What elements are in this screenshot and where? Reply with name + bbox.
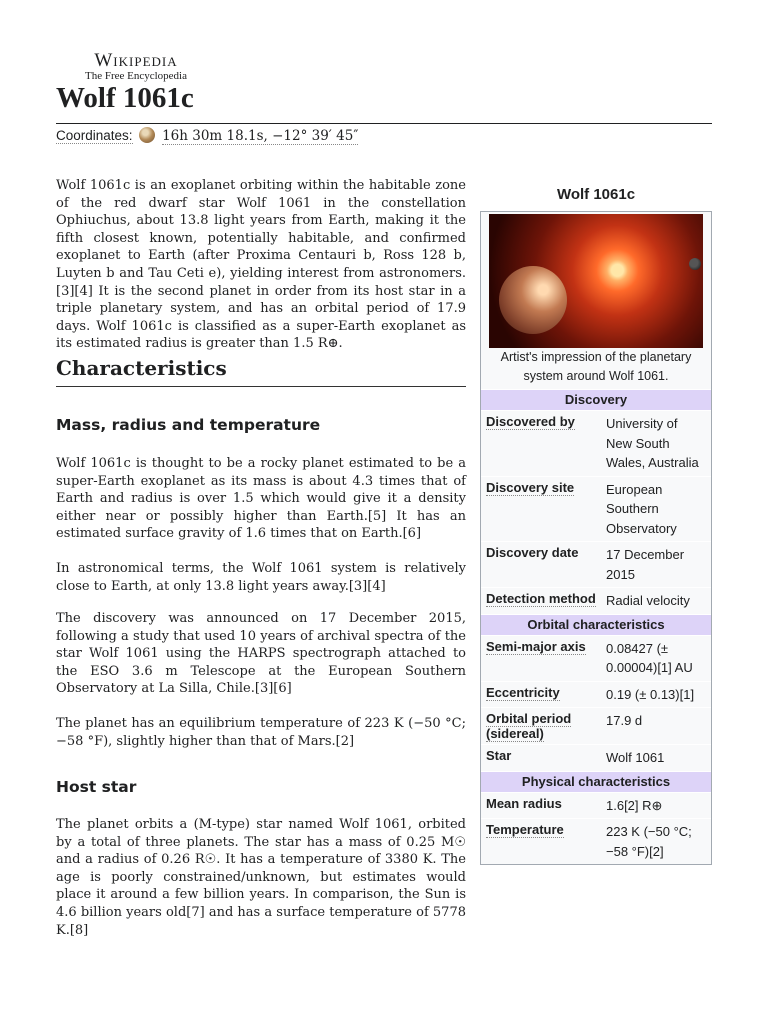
orbital-period-value: 17.9 d (606, 713, 643, 728)
infobox-row (481, 410, 711, 476)
eccentricity-label[interactable]: Eccentricity (486, 684, 560, 700)
globe-icon[interactable] (139, 127, 155, 143)
infobox-frame (480, 211, 712, 865)
star-label: Star (486, 748, 512, 763)
wikipedia-logo[interactable] (76, 50, 196, 82)
intro-paragraph (56, 177, 466, 366)
mass-paragraph-3: The discovery was announced on 17 December 2015, following a study that used 10 years of archival spectra of the star Wolf 1061 using the HARPS spectrograph attached to the ESO 3.6 m Telescope at the European Southern Observatory at La Silla, Chile.[3][6] (56, 611, 466, 697)
infobox-row (481, 707, 711, 744)
discovery-site-value[interactable]: European Southern Observatory (606, 481, 677, 536)
infobox-row (481, 476, 711, 542)
infobox-title: Wolf 1061c (556, 186, 636, 203)
title-divider (56, 123, 712, 124)
coordinates (56, 127, 358, 144)
star-value: Wolf 1061 (606, 750, 665, 765)
infobox-row (481, 541, 711, 587)
mass-paragraph-1: Wolf 1061c is thought to be a rocky planet estimated to be a super-Earth exoplanet as its mass is about 4.3 times that of Earth and radius is over 1.5 which would give it a density either near or possibly higher than Earth.[5] It has an estimated surface gravity of 1.6 times that on Earth.[6] (56, 456, 466, 542)
intro-text: Wolf 1061c is an exoplanet orbiting within the habitable zone of the red dwarf star Wolf 1061 in the constellation Ophiuchus, about 13.8 light years from Earth, making it the fifth closest known, potentially habitable, and confirmed exoplanet to Earth (after Proxima Centauri b, Ross 128 b, Luyten b and Tau Ceti e), yielding interest from astronomers.[3][4] It is the second planet in order from its host star in a triple planetary system, and has an orbital period of 17.9 days. Wolf 1061c is classified as a super-Earth exoplanet as its estimated radius is greater than 1.5 R⊕. (56, 178, 466, 352)
semi-major-axis-value: 0.08427 (± 0.00004)[1] AU (606, 640, 693, 675)
host-star-paragraph: The planet orbits a (M-type) star named Wolf 1061, orbited by a total of three planets. The star has a mass of 0.25 M☉ and a radius of 0.26 R☉. It has a temperature of 3380 K. The age is poorly constrained/unknown, but estimates would place it around a few billion years. In comparison, the Sun is 4.6 billion years old[7] and has a surface temperature of 5778 K.[8] (56, 817, 466, 938)
section-heading-characteristics: Characteristics (56, 356, 466, 387)
infobox-section-physical: Physical characteristics (481, 771, 711, 792)
discovery-site-label[interactable]: Discovery site (486, 479, 575, 495)
logo-wordmark: Wikipedia (94, 50, 178, 71)
infobox-row (481, 681, 711, 708)
discovery-date-label: Discovery date (486, 545, 579, 560)
coordinates-value[interactable]: 16h 30m 18.1s, −12° 39′ 45″ (162, 128, 359, 144)
section-heading-mass: Mass, radius and temperature (56, 416, 321, 434)
mass-paragraph-2: In astronomical terms, the Wolf 1061 system is relatively close to Earth, at only 13.8 light years away.[3][4] (56, 561, 466, 594)
logo-tagline: The Free Encyclopedia (84, 70, 187, 82)
mean-radius-label: Mean radius (486, 795, 562, 811)
mean-radius-value: 1.6[2] R⊕ (606, 797, 663, 813)
discovered-by-label[interactable]: Discovered by (486, 414, 575, 429)
detection-method-label[interactable]: Detection method (486, 591, 596, 606)
image-caption: Artist's impression of the planetary system around Wolf 1061. (500, 350, 692, 383)
infobox-section-orbital: Orbital characteristics (481, 614, 711, 635)
planet-illustration (499, 266, 567, 334)
temperature-label[interactable]: Temperature (486, 822, 564, 837)
detection-method-value[interactable]: Radial velocity (606, 593, 690, 608)
temperature-value: 223 K (−50 °C; −58 °F)[2] (606, 824, 692, 859)
discovered-by-value[interactable]: University of New South Wales, Australia (606, 416, 699, 470)
discovery-date-value: 17 December 2015 (606, 547, 685, 582)
infobox-row (481, 818, 711, 864)
infobox-row (481, 792, 711, 819)
semi-major-axis-label[interactable]: Semi-major axis (486, 638, 586, 654)
coordinates-label[interactable]: Coordinates: (56, 128, 133, 143)
artist-impression-image[interactable] (489, 214, 703, 348)
infobox-row (481, 744, 711, 771)
infobox-section-discovery: Discovery (481, 389, 711, 410)
infobox (480, 180, 712, 865)
section-heading-host-star: Host star (56, 778, 137, 796)
infobox-row (481, 587, 711, 614)
eccentricity-value: 0.19 (± 0.13)[1] (606, 686, 695, 702)
mass-paragraph-4: The planet has an equilibrium temperature of 223 K (−50 °C; −58 °F), slightly higher than that of Mars.[2] (56, 716, 466, 749)
orbital-period-label[interactable]: Orbital period (sidereal) (486, 711, 572, 741)
page-title: Wolf 1061c (56, 82, 194, 114)
moon-illustration (689, 258, 701, 270)
infobox-row (481, 635, 711, 681)
